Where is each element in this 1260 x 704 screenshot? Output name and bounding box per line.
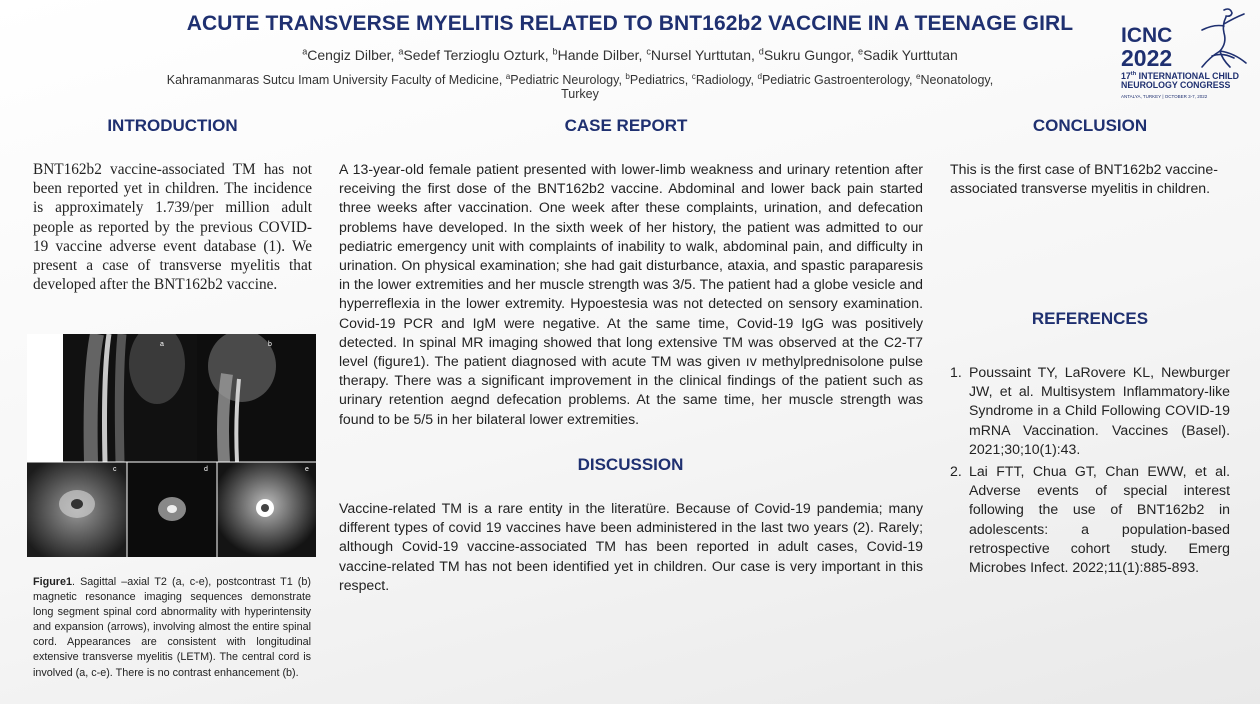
congress-logo [1118, 6, 1252, 102]
author-name: Sedef Terzioglu Ozturk, [403, 47, 553, 63]
panel-label-e: e [305, 466, 309, 473]
reference-text: Lai FTT, Chua GT, Chan EWW, et al. Adverse events of special interest following the use of BNT162b2 in adolescents: a population-based retrospective cohort study. Emerg Microbes Infect. 2022;11(1):885-893. [969, 463, 1230, 576]
affiliation-name: Neonatology, Turkey [561, 73, 994, 101]
author-sup: a [302, 46, 308, 57]
figure-caption [33, 575, 311, 681]
affiliation-sup: b [625, 71, 630, 81]
affiliation-prefix: Kahramanmaras Sutcu Imam University Faculty of Medicine, [166, 73, 506, 87]
affiliation-name: Pediatrics, [629, 73, 692, 87]
reference-item [950, 462, 1230, 577]
discussion-heading: DISCUSSION [577, 455, 684, 474]
logo-subtitle [1121, 72, 1253, 90]
author-sup: a [398, 46, 404, 57]
conclusion-text: This is the first case of BNT162b2 vaccine-associated transverse myelitis in children. [950, 161, 1218, 197]
author-name: Hande Dilber, [557, 47, 647, 63]
affiliation-sup: d [757, 71, 762, 81]
whirling-dervish-icon [1190, 6, 1252, 70]
poster-title: ACUTE TRANSVERSE MYELITIS RELATED TO BNT162b2 VACCINE IN A TEENAGE GIRL [186, 12, 1074, 35]
authors-line [150, 47, 1110, 63]
affiliations-line [150, 73, 1010, 101]
mri-images [27, 334, 316, 557]
affiliation-name: Pediatric Gastroenterology, [761, 73, 916, 87]
reference-number: 1. [950, 364, 962, 380]
author-name: Sukru Gungor, [763, 47, 859, 63]
author-sup: e [858, 46, 864, 57]
author-sup: d [758, 46, 764, 57]
affiliation-name: Pediatric Neurology, [510, 73, 626, 87]
references-heading: REFERENCES [1031, 309, 1149, 328]
affiliation-name: Radiology, [695, 73, 758, 87]
author-name: Nursel Yurttutan, [650, 47, 759, 63]
logo-word: ICNC [1121, 24, 1173, 47]
conclusion-heading: CONCLUSION [1032, 116, 1148, 135]
author-sup: b [552, 46, 558, 57]
reference-number: 2. [950, 463, 962, 480]
panel-label-a: a [160, 341, 164, 348]
case-report-heading: CASE REPORT [564, 116, 688, 135]
introduction-heading: INTRODUCTION [107, 116, 238, 135]
figure-caption-label: Figure1 [33, 576, 72, 588]
references-list [950, 363, 1230, 577]
logo-subtitle-text: INTERNATIONAL CHILD NEUROLOGY CONGRESS [1121, 71, 1239, 90]
panel-label-c: c [113, 466, 117, 473]
reference-item [950, 363, 1230, 459]
panel-label-b: b [268, 341, 272, 348]
author-sup: c [646, 46, 651, 57]
author-name: Sadik Yurttutan [863, 47, 958, 63]
case-report-text: A 13-year-old female patient presented with lower-limb weakness and urinary retention after receiving the first dose of the BNT162b2 vaccine. Abdominal and lower back pain started three weeks after vaccination. One week after these complaints, urination, and defecation problems have developed. In the sixth week of her history, the patient was admitted to our pediatric emergency unit with complaints of inability to walk, abdominal pain, and difficulty in urination. On physical examination; she had gait disturbance, ataxia, and spastic paraparesis in the lower extremities and her muscle strength was 3/5. The patient had a globe vesicle and hyperreflexia in the lower extremity. Hypoestesia was not detected on sensory examination. Covid-19 PCR and IgM were negative. At the same time, Covid-19 IgG was positively detected. In spinal MR imaging showed that long extensive TM was observed at the C2-T7 level (figure1). The patient diagnosed with acute TM was given ıv methylprednisolone pulse therapy. There was a significant improvement in the clinical findings of the patient such as urinary retention aegnd defecation problems. At the same time, her muscle strength was found to be 5/5 in her bilateral lower extremities. [339, 161, 923, 427]
affiliation-sup: c [691, 71, 696, 81]
discussion-text: Vaccine-related TM is a rare entity in the literatüre. Because of Covid-19 pandemia; many different types of covid 19 vaccines have been administered in the last two years (2). Rarely; although Covid-19 vaccine-associated TM has been reported in adult cases, Covid-19 vaccine-related TM has not been identified yet in children. Our case is very important in this respect. [339, 500, 923, 593]
panel-label-d: d [204, 466, 208, 473]
author-name: Cengiz Dilber, [307, 47, 399, 63]
affiliation-sup: e [915, 71, 921, 81]
mri-figure [27, 334, 316, 557]
reference-text: Poussaint TY, LaRovere KL, Newburger JW, et al. Multisystem Inflammatory-like Syndrome in a Child Following COVID-19 mRNA Vaccination. Vaccines (Basel). 2021;30;10(1):43. [969, 364, 1230, 457]
introduction-text: BNT162b2 vaccine-associated TM has not been reported yet in children. The incidence is approximately 1.739/per million adult people as reported by the previous COVID-19 vaccine adverse event database (1). We present a case of transverse myelitis that developed after the BNT162b2 vaccine. [33, 161, 312, 294]
affiliation-sup: a [505, 71, 511, 81]
logo-location: ANTALYA, TURKEY | OCTOBER 3-7, 2022 [1121, 94, 1208, 99]
figure-caption-text: . Sagittal –axial T2 (a, c-e), postcontrast T1 (b) magnetic resonance imaging sequences demonstrate long segment spinal cord abnormality with hyperintensity and expansion (arrows), involving almost the entire spinal cord. Appearances are consistent with longitudinal extensive transverse myelitis (LETM). The central cord is involved (a, c-e). There is no contrast enhancement (b). [33, 576, 311, 679]
logo-subtitle-sup: th [1130, 71, 1137, 78]
logo-subtitle-num: 17 [1121, 71, 1131, 81]
logo-year: 2022 [1121, 45, 1173, 71]
